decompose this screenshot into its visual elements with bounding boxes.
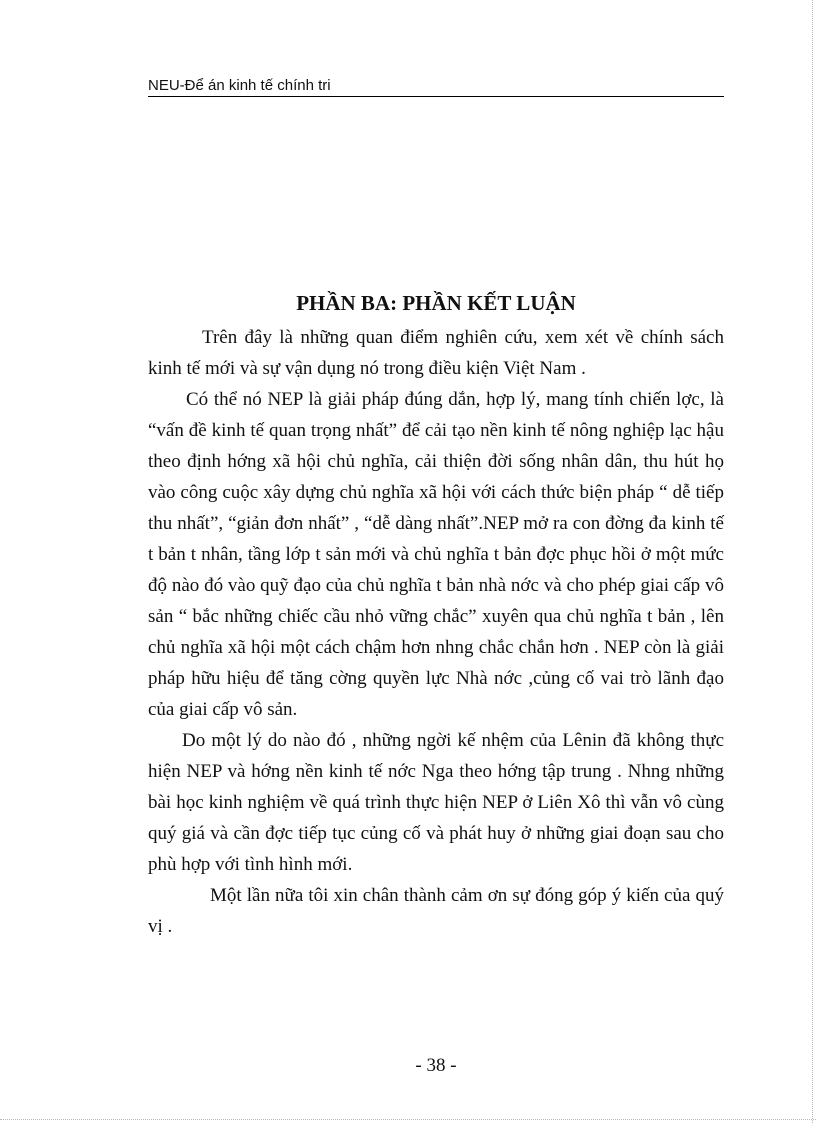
page-number: - 38 - [415, 1055, 457, 1076]
running-header: NEU-Để án kinh tế chính tri [148, 76, 724, 97]
page-border-bottom [0, 1119, 816, 1120]
body-text [148, 322, 724, 942]
paragraph-lenin-successors: Do một lý do nào đó , những ngời kế nhệm của Lênin đã không thực hiện NEP và hớng nền kinh tế nớc Nga theo hớng tập trung . Nhng những bài học kinh nghiệm về quá trình thực hiện NEP ở Liên Xô thì vẫn vô cùng quý giá và cần đợc tiếp tục củng cố và phát huy ở những giai đoạn sau cho phù hợp với tình hình mới. [148, 730, 724, 875]
paragraph-nep-assessment: Có thể nó NEP là giải pháp đúng dắn, hợp lý, mang tính chiến lợc, là “vấn đề kinh tế quan trọng nhất” để cải tạo nền kinh tế nông nghiệp lạc hậu theo định hớng xã hội chủ nghĩa, cải thiện đời sống nhân dân, thu hút họ vào công cuộc xây dựng chủ nghĩa xã hội với cách thức biện pháp “ dễ tiếp thu nhất”, “giản đơn nhất” , “dễ dàng nhất”.NEP mở ra con đờng đa kinh tế t bản t nhân, tầng lớp t sản mới và chủ nghĩa t bản đợc phục hồi ở một mức độ nào đó vào quỹ đạo của chủ nghĩa t bản nhà nớc và cho phép giai cấp vô sản “ bắc những chiếc cầu nhỏ vững chắc” xuyên qua chủ nghĩa t bản , lên chủ nghĩa xã hội một cách chậm hơn nhng chắc chắn hơn . NEP còn là giải pháp hữu hiệu để tăng cờng quyền lực Nhà nớc ,củng cố vai trò lãnh đạo của giai cấp vô sản. [148, 389, 724, 720]
paragraph-intro: Trên đây là những quan điểm nghiên cứu, xem xét về chính sách kinh tế mới và sự vận dụng nó trong điều kiện Việt Nam . [148, 327, 724, 379]
paragraph-thanks: Một lần nữa tôi xin chân thành cảm ơn sự đóng góp ý kiến của quý vị . [148, 885, 724, 937]
section-title: PHẦN BA: PHẦN KẾT LUẬN [296, 291, 576, 315]
page-border-right [812, 0, 813, 1123]
